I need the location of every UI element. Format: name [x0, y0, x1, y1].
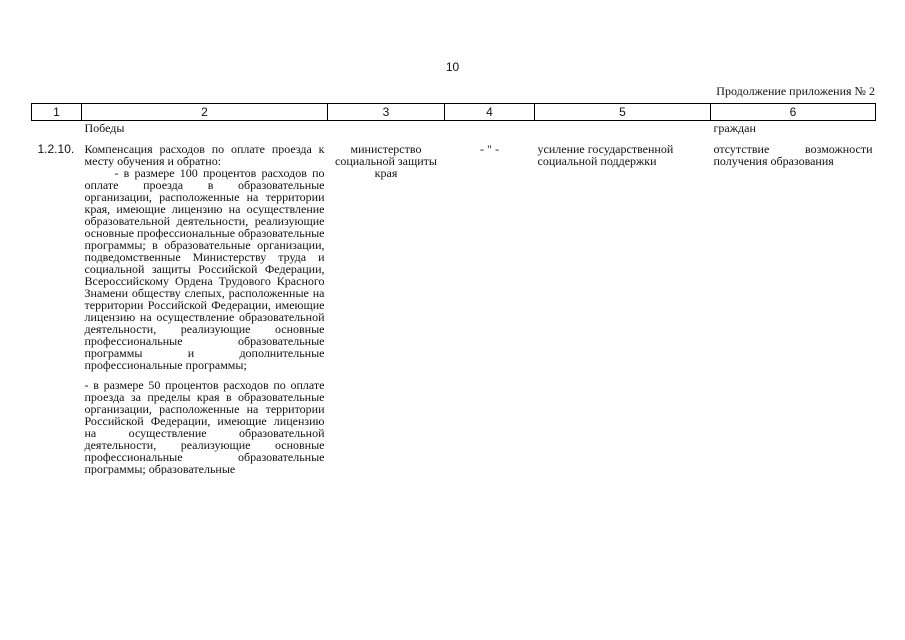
- row-expected-result: усиление государственной социальной поддержки: [537, 143, 674, 168]
- description-paragraph-50-percent: - в размере 50 процентов расходов по оплате проезда за пределы края в образовательные организации, расположенные на территории Российской Федерации, имеющие лицензию на осуществление образовательной деятельности, реализующие основные профессиональные образовательные программы; образовательные: [84, 378, 325, 475]
- column-header-1: 1: [32, 104, 82, 121]
- column-header-5: 5: [535, 104, 711, 121]
- table-row-carryover: [32, 121, 876, 144]
- row-deadline: - " -: [480, 143, 499, 156]
- column-header-6: 6: [711, 104, 876, 121]
- page-number: 10: [445, 60, 460, 74]
- row-consequences: отсутствие возможности получения образования: [713, 143, 873, 168]
- appendix-continuation-note: Продолжение приложения № 2: [716, 84, 875, 98]
- row-description: [82, 143, 328, 475]
- table-row: [32, 143, 876, 475]
- carryover-consequences: граждан: [713, 121, 756, 135]
- table-header-row: [32, 104, 876, 121]
- carryover-description: Победы: [84, 121, 125, 135]
- description-paragraph-intro: Компенсация расходов по оплате проезда к месту обучения и обратно:: [84, 143, 325, 168]
- column-header-3: 3: [328, 104, 445, 121]
- row-executor: министерство социальной защиты края: [335, 143, 437, 180]
- measures-table: [31, 103, 876, 475]
- column-header-4: 4: [445, 104, 535, 121]
- description-paragraph-100-percent: - в размере 100 процентов расходов по оплате проезда в образовательные организации, расположенные на территории края, имеющие лицензию на осуществление образовательной деятельности, реализующие основные профессиональные образовательные программы; в образовательные организации, подведомственные Министерству труда и социальной защиты Российской Федерации, Всероссийскому Ордена Трудового Красного Знамени обществу слепых, расположенные на территории Российской Федерации, имеющие лицензию на осуществление образовательной деятельности, реализующие основные профессиональные образовательные программы и дополнительные профессиональные программы;: [84, 166, 325, 372]
- column-header-2: 2: [82, 104, 328, 121]
- row-number: 1.2.10.: [37, 143, 75, 156]
